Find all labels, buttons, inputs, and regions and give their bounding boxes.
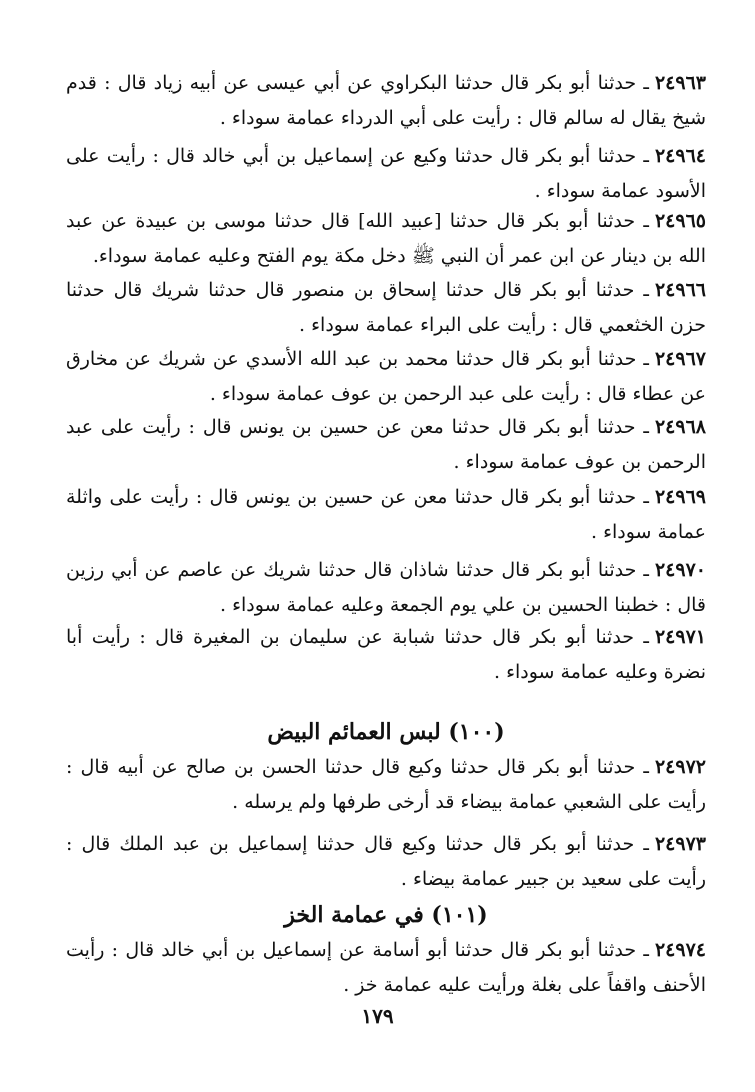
hadith-24974 xyxy=(66,933,706,1003)
hadith-24970 xyxy=(66,553,706,623)
hadith-text: ـ حدثنا أبو بكر قال حدثنا معن عن حسين بن يونس قال : رأيت على عبد الرحمن بن عوف عمامة سوداء . xyxy=(66,416,706,473)
hadith-text: ـ حدثنا أبو بكر قال حدثنا وكيع قال حدثنا الحسن بن صالح عن أبيه قال : رأيت على الشعبي عمامة بيضاء قد أرخى طرفها ولم يرسله . xyxy=(66,756,706,813)
hadith-text: ـ حدثنا أبو بكر قال حدثنا شاذان قال حدثنا شريك عن عاصم عن أبي رزين قال : خطبنا الحسين بن علي يوم الجمعة وعليه عمامة سوداء . xyxy=(66,559,706,616)
chapter-title: (١٠١) في عمامة الخز xyxy=(284,902,488,928)
hadith-number: ٢٤٩٧٢ xyxy=(654,756,706,778)
hadith-number: ٢٤٩٦٨ xyxy=(654,416,706,438)
hadith-24972 xyxy=(66,750,706,820)
hadith-24973 xyxy=(66,827,706,897)
hadith-24965 xyxy=(66,204,706,274)
hadith-text: ـ حدثنا أبو بكر قال حدثنا [عبيد الله] قال حدثنا موسى بن عبيدة عن عبد الله بن دينار عن ابن عمر أن النبي ﷺ دخل مكة يوم الفتح وعليه عمامة سوداء. xyxy=(66,210,706,267)
chapter-title: (١٠٠) لبس العمائم البيض xyxy=(267,719,505,745)
hadith-24969 xyxy=(66,480,706,550)
hadith-text: ـ حدثنا أبو بكر قال حدثنا إسحاق بن منصور قال حدثنا شريك قال حدثنا حزن الخثعمي قال : رأيت على البراء عمامة سوداء . xyxy=(66,279,706,336)
hadith-number: ٢٤٩٦٤ xyxy=(654,145,706,167)
hadith-number: ٢٤٩٦٣ xyxy=(654,72,706,94)
hadith-number: ٢٤٩٧٣ xyxy=(654,833,706,855)
hadith-number: ٢٤٩٦٦ xyxy=(654,279,706,301)
hadith-number: ٢٤٩٦٧ xyxy=(654,348,706,370)
hadith-24971 xyxy=(66,620,706,690)
hadith-number: ٢٤٩٦٥ xyxy=(654,210,706,232)
hadith-number: ٢٤٩٦٩ xyxy=(654,486,706,508)
hadith-24964 xyxy=(66,139,706,209)
hadith-text: ـ حدثنا أبو بكر قال حدثنا أبو أسامة عن إسماعيل بن أبي خالد قال : رأيت الأحنف واقفاً على بغلة ورأيت عليه عمامة خز . xyxy=(66,939,706,996)
hadith-text: ـ حدثنا أبو بكر قال حدثنا وكيع عن إسماعيل بن أبي خالد قال : رأيت على الأسود عمامة سوداء . xyxy=(66,145,706,202)
hadith-text: ـ حدثنا أبو بكر قال حدثنا وكيع قال حدثنا إسماعيل بن عبد الملك قال : رأيت على سعيد بن جبير عمامة بيضاء . xyxy=(66,833,706,890)
hadith-text: ـ حدثنا أبو بكر قال حدثنا شبابة عن سليمان بن المغيرة قال : رأيت أبا نضرة وعليه عمامة سوداء . xyxy=(66,626,706,683)
hadith-number: ٢٤٩٧١ xyxy=(654,626,706,648)
hadith-number: ٢٤٩٧٠ xyxy=(654,559,706,581)
hadith-text: ـ حدثنا أبو بكر قال حدثنا معن عن حسين بن يونس قال : رأيت على واثلة عمامة سوداء . xyxy=(66,486,706,543)
hadith-number: ٢٤٩٧٤ xyxy=(654,939,706,961)
page-number: ١٧٩ xyxy=(361,1004,394,1028)
hadith-text: ـ حدثنا أبو بكر قال حدثنا محمد بن عبد الله الأسدي عن شريك عن مخارق عن عطاء قال : رأيت على عبد الرحمن بن عوف عمامة سوداء . xyxy=(66,348,706,405)
hadith-24963 xyxy=(66,66,706,136)
hadith-24966 xyxy=(66,273,706,343)
hadith-24968 xyxy=(66,410,706,480)
hadith-24967 xyxy=(66,342,706,412)
hadith-text: ـ حدثنا أبو بكر قال حدثنا البكراوي عن أبي عيسى عن أبيه زياد قال : قدم شيخ يقال له سالم قال : رأيت على أبي الدرداء عمامة سوداء . xyxy=(66,72,706,129)
